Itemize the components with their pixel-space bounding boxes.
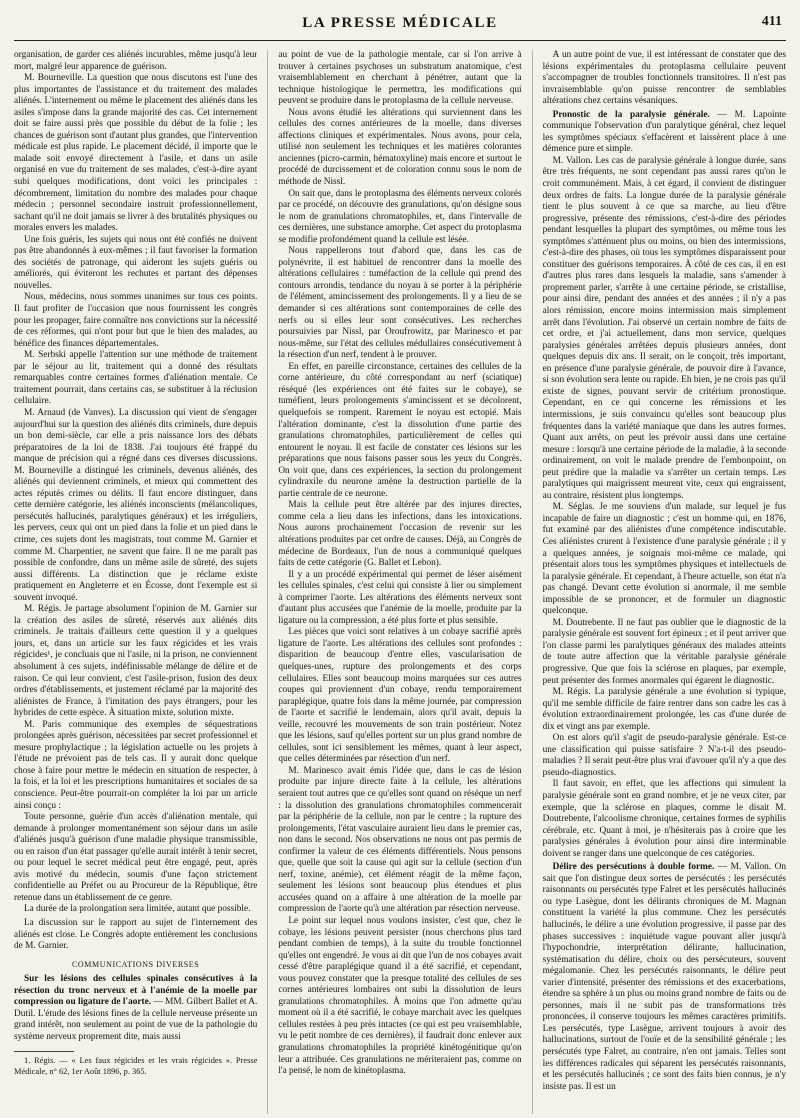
- article-title: Pronostic de la paralysie générale.: [552, 109, 710, 120]
- paragraph: On est alors qu'il s'agit de pseudo-paralysie générale. Est-ce une classification qui puisse satisfaire ? N'a-t-il des pseudo-maladies ? Il serait peut-être plus vrai d'avouer qu'il n'y a que des pseudo-diagnostics.: [542, 733, 786, 778]
- paragraph: En effet, en pareille circonstance, certaines des cellules de la corne antérieure, du côté correspondant au nerf (sciatique) réséqué (les expériences ont été faites sur le cobaye), se tuméfient, leurs prolongements s'amincissent et se décolorent, quelquefois se rompent. Rarement le noyau est ectopié. Mais l'altération dominante, c'est la dissolution d'une partie des granulations chromatophiles, particulièrement de celles qui entourent le noyau. Il est facile de constater ces lésions sur les préparations que nous faisons passer sous les yeux du Congrès. On voit que, dans ces expériences, la section du prolongement cylindraxile du neurone amène la destruction partielle de la partie centrale de ce neurone.: [278, 361, 522, 499]
- paragraph: M. Serbski appelle l'attention sur une méthode de traitement par le séjour au lit, traitement qui a donné des résultats remarquables contre certaines formes d'aliénation mentale. Ce traitement pourrait, dans certains cas, se substituer à la réclusion cellulaire.: [14, 350, 258, 407]
- article-text: — MM. Gilbert Ballet et A. Dutil. L'étude des lésions fines de la cellule nerveuse présente un grand intérêt, non seulement au point de vue de la pathologie du système nerveux proprement dite, mais aussi: [14, 997, 258, 1042]
- page-number: 411: [761, 14, 782, 29]
- paragraph: On sait que, dans le protoplasma des éléments nerveux colorés par ce procédé, on découvre des granulations, qu'on désigne sous le nom de granulations chromatophiles, et, dans l'intervalle de ces dernières, une substance amorphe. Cet aspect du protoplasma se modifie profondément quand la cellule est lésée.: [278, 188, 522, 245]
- article-text: — M. Lapointe communique l'observation d'un paralytique général, chez lequel les symptômes spéciaux s'effacèrent et laissèrent place à une démence pure et simple.: [542, 109, 786, 155]
- article-title: Sur les lésions des cellules spinales consécutives à la résection du tronc nerveux et à l'anémie de la moelle par compression ou ligature de l'aorte.: [14, 974, 258, 1008]
- paragraph: Mais la cellule peut être altérée par des injures directes, comme cela a lieu dans les infections, dans les intoxications. Nous aurons prochainement l'occasion de revenir sur les altérations produites par cet ordre de causes. Déjà, au Congrès de médecine de Bordeaux, l'un de nous a communiqué quelques faits de cette catégorie (G. Ballet et Lebon).: [278, 500, 522, 569]
- paragraph: Il y a un procédé expérimental qui permet de léser aisément les cellules spinales, c'est celui qui consiste à lier ou simplement à comprimer l'aorte. Les altérations des éléments nerveux sont d'autant plus accusées que l'anémie de la moelle, produite par la ligature ou la compression, a été plus forte et plus sensible.: [278, 569, 522, 626]
- article-title: Délire des persécutions à double forme.: [552, 862, 715, 873]
- paragraph: Les pièces que voici sont relatives à un cobaye sacrifié après ligature de l'aorte. Les altérations des cellules sont profondes : disparition de beaucoup d'entre elles, vascularisation de quelques-unes, rupture des prolongements et des corps cellulaires. Elles sont beaucoup moins marquées sur ces autres coupes qui proviennent d'un cobaye, rendu temporairement paraplégique, quatre fois dans la même journée, par compression de l'aorte et sacrifié le lendemain, alors qu'il avait, depuis la veille, recouvré les mouvements de son train postérieur. Notez que les lésions, sauf qu'elles portent sur un plus grand nombre de cellules, sont ici sensiblement les mêmes, quant à leur aspect, que celles déterminées par résection d'un nerf.: [278, 627, 522, 765]
- article-text: — M. Vallon. On sait que l'on distingue deux sortes de persécutés : les persécutés raisonnants ou persécutés type Falret et les persécutés hallucinés ou type Lasègue, dont les délirants chroniques de M. Magnan constituent la variété la plus commune. Chez les persécutés hallucinés, le délire a une évolution progressive, il passe par des phases successives : inquiétude vague pouvant aller jusqu'à l'hypochondrie, interprétation délirante, hallucination, systématisation du délire, choix ou des persécuteurs, souvent mégalomanie. Chez les persécutés raisonnants, le délire peut varier d'intensité, présenter des rémissions et des exacerbations, étendre sa sphère à un plus ou moins grand nombre de faits ou de personnes, mais il ne subit pas de transformations très prononcées, il conserve toujours les mêmes caractères primitifs. Les persécutés, type Lasègue, arrivent toujours à avoir des hallucinations, surtout de l'ouïe et de la sensibilité générale ; les persécutés type Falret, au contraire, n'en ont jamais. Telles sont les différences radicales qui séparent les persécutés raisonnants, et les persécutés hallucinés ; ce sont des faits bien connus, je n'y insiste pas. Il est un: [542, 862, 786, 1092]
- page-header: [14, 6, 786, 41]
- paragraph: Une fois guéris, les sujets qui nous ont été confiés ne doivent pas être abandonnés à eux-mêmes ; il faut favoriser la formation des sociétés de patronage, qui aideront les sujets guéris ou améliorés, qui éviteront les rechutes et partant des dépenses nouvelles.: [14, 234, 258, 291]
- paragraph: Il faut savoir, en effet, que les affections qui simulent la paralysie générale sont en grand nombre, et je ne veux citer, par exemple, que la sclérose en plaques, comme le disait M. Doutrebente, l'alcoolisme chronique, certaines formes de syphilis cérébrale, etc. Quant à moi, je n'hésiterais pas à croire que les paralysies générales à évolution pour ainsi dire interminable doivent se ranger dans une quelconque de ces catégories.: [542, 779, 786, 859]
- article-paragraph: [14, 974, 257, 1043]
- column-1: [14, 50, 257, 1114]
- paragraph: au point de vue de la pathologie mentale, car si l'on arrive à trouver à certaines psychoses un substratum anatomique, c'est vraisemblablement en cherchant à pénétrer, autant que la technique histologique le permettra, les modifications qui peuvent se produire dans le protoplasma de la cellule nerveuse.: [278, 50, 522, 107]
- paragraph: M. Arnaud (de Vanves). La discussion qui vient de s'engager aujourd'hui sur la question des aliénés dits criminels, dure depuis un bon demi-siècle, car elle a pris naissance lors des débats préparatoires de la loi de 1838. J'ai toujours été frappé du manque de précision qui a régné dans ces diverses discussions. M. Bourneville a distingué les criminels, devenus aliénés, des aliénés qui deviennent criminels, et mieux qui commettent des actes réputés crimes ou délits. Il faut encore distinguer, dans cette dernière catégorie, les aliénés inconscients (mélancoliques, persécutés hallucinés, paralytiques généraux) et les irréguliers, les pervers, ceux qui ont un pied dans la folie et un pied dans le crime, ces sujets dont les magistrats, tout comme M. Garnier et comme M. Charpentier, ne savent que faire. Il ne me paraît pas possible de confondre, dans un même asile de sûreté, des sujets aussi différents. La distinction que je réclame existe pratiquement en Angleterre et en Écosse, dont l'exemple est si souvent invoqué.: [14, 407, 258, 603]
- journal-title: LA PRESSE MÉDICALE: [302, 14, 498, 31]
- paragraph: M. Séglas. Je me souviens d'un malade, sur lequel je fus incapable de faire un diagnostic ; c'est un homme qui, en 1876, fut examiné par des aliénistes d'une compétence indiscutable. Ces aliénistes crurent à l'existence d'une paralysie générale ; il y a quelques années, je soignais moi-même ce malade, qui présentait alors tous les symptômes physiques et intellectuels de la paralysie générale. Et cependant, à l'heure actuelle, son état n'a pas changé. Devant cette évolution si anormale, il me semble impossible de se prononcer, et de formuler un diagnostic quelconque.: [542, 502, 786, 617]
- section-heading: COMMUNICATIONS DIVERSES: [71, 959, 200, 969]
- paragraph: M. Bourneville. La question que nous discutons est l'une des plus importantes de l'assistance et du traitement des malades aliénés. L'internement ou même le placement des aliénés dans les asiles s'impose dans la grande majorité des cas. Cet internement doit se faire aussi près que possible du début de la folie ; les chances de guérison sont d'autant plus grandes, que l'intervention médicale est plus rapide. Le placement décidé, il importe que le malade soit envoyé directement à l'asile, et dans un asile organisé en vue du traitement de ses malades, c'est-à-dire ayant subi quelques modifications, dont voici les principales : décombrement, limitation du nombre des malades pour chaque médecin ; personnel secondaire instruit professionnellement, sachant qu'il ne doit jamais se livrer à des brutalités physiques ou morales envers les malades.: [14, 73, 258, 234]
- column-2: [267, 50, 521, 1114]
- paragraph: M. Régis. Je partage absolument l'opinion de M. Garnier sur la création des asiles de sûreté, réservés aux aliénés dits criminels. Je traitais d'ailleurs cette question il y a quelques jours, et, dans un article sur les faux régicides et les vrais régicides¹, je concluais que ni l'asile, ni la prison, ne conviennent absolument à ces sujets, indéfinissable mélange de délire et de raison. Ce qui leur convient, c'est l'asile-prison, fusion des deux ordres d'établissements, et justement réclamé par la majorité des aliénistes de France, à l'imitation des pays étrangers, pour les hybrides de cette espèce. À situation mixte, solution mixte.: [14, 604, 258, 719]
- paragraph: La discussion sur le rapport au sujet de l'internement des aliénés est close. Le Congrès adopte entièrement les conclusions de M. Garnier.: [14, 918, 258, 952]
- paragraph: Toute personne, guérie d'un accès d'aliénation mentale, qui demande à prolonger momentanément son séjour dans un asile d'aliénés jusqu'à guérison d'une maladie physique transmissible, ou en raison d'un état passager qu'elle aurait intérêt à tenir secret, ou pour lequel le secret médical peut être engagé, peut, après avis motivé du médecin, soumis d'une façon strictement confidentielle au Préfet ou au Procureur de la République, être retenue dans un établissement de ce genre.: [14, 812, 258, 903]
- text-columns: [14, 50, 786, 1114]
- paragraph: M. Paris communique des exemples de séquestrations prolongées après guérison, nécessitées par secret professionnel et mesure prophylactique ; la législation actuelle ou les projets à l'étude ne prévoient pas de tels cas. Il y aurait donc quelque chose à faire pour mettre le médecin en situation de respecter, à la fois, et la loi et les prescriptions humanitaires et sociales de sa conscience. Peut-être pourrait-on compléter la loi par un article ainsi conçu :: [14, 719, 258, 811]
- paragraph: Nous, médecins, nous sommes unanimes sur tous ces points. Il faut profiter de l'occasion que nous fournissent les congrès pour les propager, faire connaître nos convictions sur la nécessité de ces réformes, qui n'ont pour but que le bien des malades, au bénéfice des finances départementales.: [14, 292, 258, 349]
- paragraph: M. Doutrebente. Il ne faut pas oublier que le diagnostic de la paralysie générale est souvent fort épineux ; et il peut arriver que l'on classe parmi les paralytiques généraux des malades atteints de toute autre affection que la véritable paralysie générale progressive. Que que fois la sclérose en plaques, par exemple, peut présenter des formes anormales qui égarent le diagnostic.: [542, 617, 786, 686]
- column-3: [532, 50, 786, 1114]
- footnote: 1. Régis. — « Les faux régicides et les vrais régicides ». Presse Médicale, n° 62, 1er Août 1896, p. 365.: [14, 1056, 258, 1076]
- paragraph: M. Vallon. Les cas de paralysie générale à longue durée, sans être très fréquents, ne sont cependant pas aussi rares qu'on le croit communément. Mais, à cet égard, il convient de distinguer deux ordres de faits. La longue durée de la paralysie générale tient le plus souvent à ce que sa marche, au lieu d'être progressive, présente des rémissions, c'est-à-dire des périodes pendant lesquelles la plupart des symptômes, ou même tous les symptômes s'atténuent plus ou moins, ou bien des intermissions, c'est-à-dire des phases, où tous les symptômes disparaissent pour constituer des guérisons temporaires. À côté de ces cas, il en est d'autres plus rares dans lesquels la maladie, sans s'amender à proprement parler, s'arrête à une certaine période, se cristallise, pour ainsi dire, pendant des années et des années ; il n'y a pas alors rémission, encore moins intermission mais simplement arrêt dans l'évolution. J'ai observé un certain nombre de faits de cet ordre, et j'ai actuellement, dans mon service, quelques paralysies générales arrêtées depuis plusieurs années, dont quelques depuis dix ans. Il serait, on le conçoit, très important, en présence d'une paralysie générale, de pouvoir dire à l'avance, si son évolution sera lente ou rapide. Eh bien, je ne crois pas qu'il existe de signes, pouvant servir de critérium pronostique. Cependant, en ce qui concerne les rémissions et les intermissions, je suis convaincu qu'elles sont beaucoup plus fréquentes dans la variété maniaque que dans les autres formes. Quant aux arrêts, on peut les prévoir aussi dans une certaine mesure : lorsqu'à une certaine période de la maladie, à la seconde ordinairement, on voit le malade prendre de l'embonpoint, on peut prédire que la maladie va s'arrêter un certain temps. Les paralytiques qui maigrissent meurent vite, ceux qui engraissent, au contraire, résistent plus longtemps.: [542, 155, 786, 501]
- paragraph: organisation, de garder ces aliénés incurables, même jusqu'à leur mort, malgré leur apparence de guérison.: [14, 50, 258, 72]
- paragraph: M. Régis. La paralysie générale a une évolution si typique, qu'il me semble difficile de faire rentrer dans son cadre les cas à évolution extraordinairement prolongée, les cas d'une durée de dix et vingt ans par exemple.: [542, 687, 786, 732]
- footnote-rule: [14, 1051, 74, 1052]
- paragraph: Nous avons étudié les altérations qui surviennent dans les cellules des cornes antérieures de la moelle, dans diverses affections cliniques et expérimentales. Nous avons, pour cela, utilisé non seulement les techniques et les matières colorantes anciennes (picro-carmin, hématoxyline) mais encore et surtout le procédé de durcissement et de coloration connu sous le nom de méthode de Nissl.: [278, 107, 522, 188]
- article-paragraph: [543, 110, 786, 156]
- paragraph: M. Marinesco avait émis l'idée que, dans le cas de lésion produite par injure directe faite à la cellule, les altérations seraient tout autres que ce qu'elles sont quand on résèque un nerf : la dissolution des granulations chromatophiles commencerait par la périphérie de la cellule, non par le centre ; la rupture des prolongements, l'état vasculaire auraient lieu dans le premier cas, non dans le second. Nos observations ne nous ont pas permis de confirmer la valeur de ces éléments différentiels. Nous pensons que, quelle que soit la cause qui agit sur la cellule (section d'un nerf, toxine, anémie), cet élément réagit de la même façon, seulement les lésions sont beaucoup plus étendues et plus accusées quand on a affaire à une altération de la moelle par compression de l'aorte qu'à une altération par résection nerveuse.: [278, 765, 522, 915]
- article-paragraph: [543, 862, 786, 1093]
- paragraph: La durée de la prolongation sera limitée, autant que possible.: [24, 904, 251, 915]
- paragraph: À un autre point de vue, il est intéressant de constater que des lésions expérimentales du protoplasma cellulaire peuvent s'accompagner de troubles fonctionnels transitoires. Il n'est pas invraisemblable qu'on puisse rencontrer de semblables altérations chez certains vésaniques.: [542, 50, 786, 107]
- paragraph: Le point sur lequel nous voulons insister, c'est que, chez le cobaye, les lésions peuvent persister (nous cherchons plus tard pendant combien de temps), à la suite du trouble fonctionnel qu'elles ont engendré. Je vous ai dit que l'un de nos cobayes avait cessé d'être paraplégique quand il a été sacrifié, et cependant, vous pouvez constater que la presque totalité des cellules de ses cornes antérieures lombaires ont subi la dissolution de leurs granulations chromatophiles. À moins que l'on admette qu'au moment où il a été sacrifié, le cobaye marchait avec les quelques cellules restées à peu près intactes (ce qui est peu vraisemblable, vu le petit nombre de ces dernières), il faudrait donc enlever aux granulations chromatophiles la propriété kinétogénitique qu'on leur a attribuée. Ces granulations ne mériteraient pas, comme on l'a pensé, le nom de kinétoplasma.: [278, 916, 522, 1077]
- paragraph: Nous rappellerons tout d'abord que, dans les cas de polynévrite, il est habituel de rencontrer dans la moelle des altérations cellulaires : tuméfaction de la cellule qui prend des contours arrondis, tendance du noyau à se porter à la périphérie de l'élément, amincissement des prolongements. Il y a lieu de se demander si ces altérations sont contemporaines de celle des nerfs ou si elles leur sont consécutives. Les recherches poursuivies par Nissl, par Oroufrowitz, par Marinesco et par nous-même, sur l'état des cellules médullaires consécutivement à la résection d'un nerf, tendent à le prouver.: [278, 246, 522, 361]
